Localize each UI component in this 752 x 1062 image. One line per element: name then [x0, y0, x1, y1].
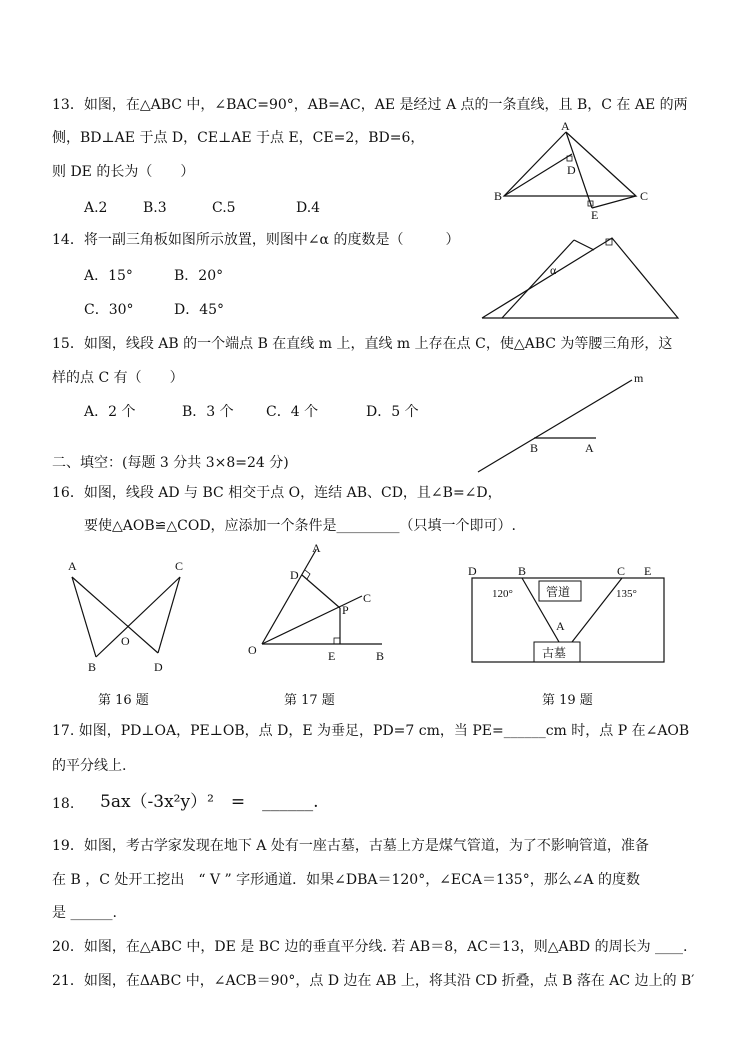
q13-option-c: C.5 [212, 200, 236, 216]
q14-option-b: B．20° [174, 268, 224, 284]
q15-option-b: B．3 个 [182, 404, 234, 420]
q17-label-d: D [290, 568, 299, 582]
q13-line3: 则 DE 的长为（ ） [52, 164, 195, 180]
q19-label-d: D [468, 564, 477, 578]
q19-label-tomb: 古墓 [542, 646, 567, 660]
q17-label-a: A [312, 541, 321, 555]
q17-line1: 17. 如图，PD⊥OA，PE⊥OB，点 D，E 为垂足，PD=7 cm，当 PE=______cm 时，点 P 在∠AOB [52, 723, 690, 739]
q17-label-p: P [342, 603, 349, 617]
q13-label-c: C [640, 189, 649, 203]
q19-label-angle-120: 120° [492, 588, 513, 600]
q19-label-c: C [617, 564, 626, 578]
q16-label-c: C [175, 559, 184, 573]
q13-option-a: A.2 [84, 200, 108, 216]
q17-line2: 的平分线上. [52, 758, 127, 774]
q13-option-d: D.4 [296, 200, 321, 216]
q13-label-a: A [561, 119, 570, 133]
q15-label-b: B [530, 441, 539, 455]
q19-label-b: B [518, 564, 527, 578]
q17-label-b: B [376, 649, 385, 663]
q16-caption: 第 16 题 [98, 693, 149, 708]
q15-line1: 15．如图，线段 AB 的一个端点 B 在直线 m 上，直线 m 上存在点 C，使△ABC 为等腰三角形，这 [52, 336, 673, 352]
q20-line1: 20．如图，在△ABC 中，DE 是 BC 边的垂直平分线. 若 AB＝8，AC＝13，则△ABD 的周长为 ____. [52, 939, 688, 955]
q15-label-a: A [585, 441, 594, 455]
q19-label-pipe: 管道 [546, 585, 571, 599]
q19-label-a: A [556, 619, 565, 633]
q14-figure [478, 230, 683, 325]
q15-option-d: D．5 个 [366, 404, 419, 420]
q16-label-a: A [68, 559, 77, 573]
q14-option-a: A．15° [84, 268, 133, 284]
q21-line1: 21．如图，在ΔABC 中，∠ACB＝90°，点 D 边在 AB 上，将其沿 CD 折叠，点 B 落在 AC 边上的 B′ [52, 973, 695, 989]
q16-figure [60, 555, 200, 683]
q14-option-c: C．30° [84, 302, 134, 318]
q17-caption: 第 17 题 [284, 693, 335, 708]
q15-line2: 样的点 C 有（ ） [52, 370, 184, 386]
q16-line1: 16．如图，线段 AD 与 BC 相交于点 O，连结 AB、CD，且∠B=∠D， [52, 485, 502, 501]
q17-label-e: E [328, 649, 336, 663]
q13-figure [490, 118, 660, 223]
q19-label-angle-135: 135° [616, 588, 637, 600]
q14-label-alpha: α [550, 263, 557, 277]
q15-option-a: A．2 个 [84, 404, 136, 420]
q19-figure [462, 562, 672, 668]
section2-title: 二、填空：(每题 3 分共 3×8=24 分) [52, 455, 289, 471]
q16-label-b: B [88, 660, 97, 674]
q13-label-b: B [494, 189, 503, 203]
q17-label-o: O [248, 643, 257, 657]
q14-line1: 14．将一副三角板如图所示放置，则图中∠α 的度数是（ ） [52, 232, 460, 248]
q14-option-d: D．45° [174, 302, 225, 318]
q13-line1: 13．如图，在△ABC 中，∠BAC=90°，AB=AC，AE 是经过 A 点的一条直线，且 B，C 在 AE 的两 [52, 97, 688, 113]
q13-label-d: D [567, 163, 576, 177]
q16-label-d: D [154, 660, 163, 674]
q18-expression: 5ax（-3x²y）² = ______. [100, 792, 319, 812]
q15-option-c: C．4 个 [266, 404, 319, 420]
q18-number: 18. [52, 796, 75, 812]
q16-line2: 要使△AOB≌△COD，应添加一个条件是_________（只填一个即可）. [84, 518, 517, 534]
q16-label-o: O [121, 634, 130, 648]
q19-line2: 在 B ，C 处开工挖出 “ V ” 字形通道．如果∠DBA＝120°，∠ECA＝135°，那么∠A 的度数 [52, 872, 640, 888]
q17-figure [240, 540, 390, 670]
q13-option-b: B.3 [143, 200, 167, 216]
q15-figure [470, 368, 655, 476]
q17-label-c: C [363, 591, 372, 605]
q19-line3: 是 ______. [52, 905, 117, 921]
q19-caption: 第 19 题 [542, 693, 593, 708]
q13-label-e: E [591, 208, 599, 222]
q13-line2: 侧，BD⊥AE 于点 D，CE⊥AE 于点 E，CE=2，BD=6， [52, 130, 425, 146]
q19-label-e: E [644, 564, 652, 578]
q15-label-m: m [634, 371, 644, 385]
q19-line1: 19．如图，考古学家发现在地下 A 处有一座古墓，古墓上方是煤气管道，为了不影响管道，准备 [52, 838, 649, 854]
